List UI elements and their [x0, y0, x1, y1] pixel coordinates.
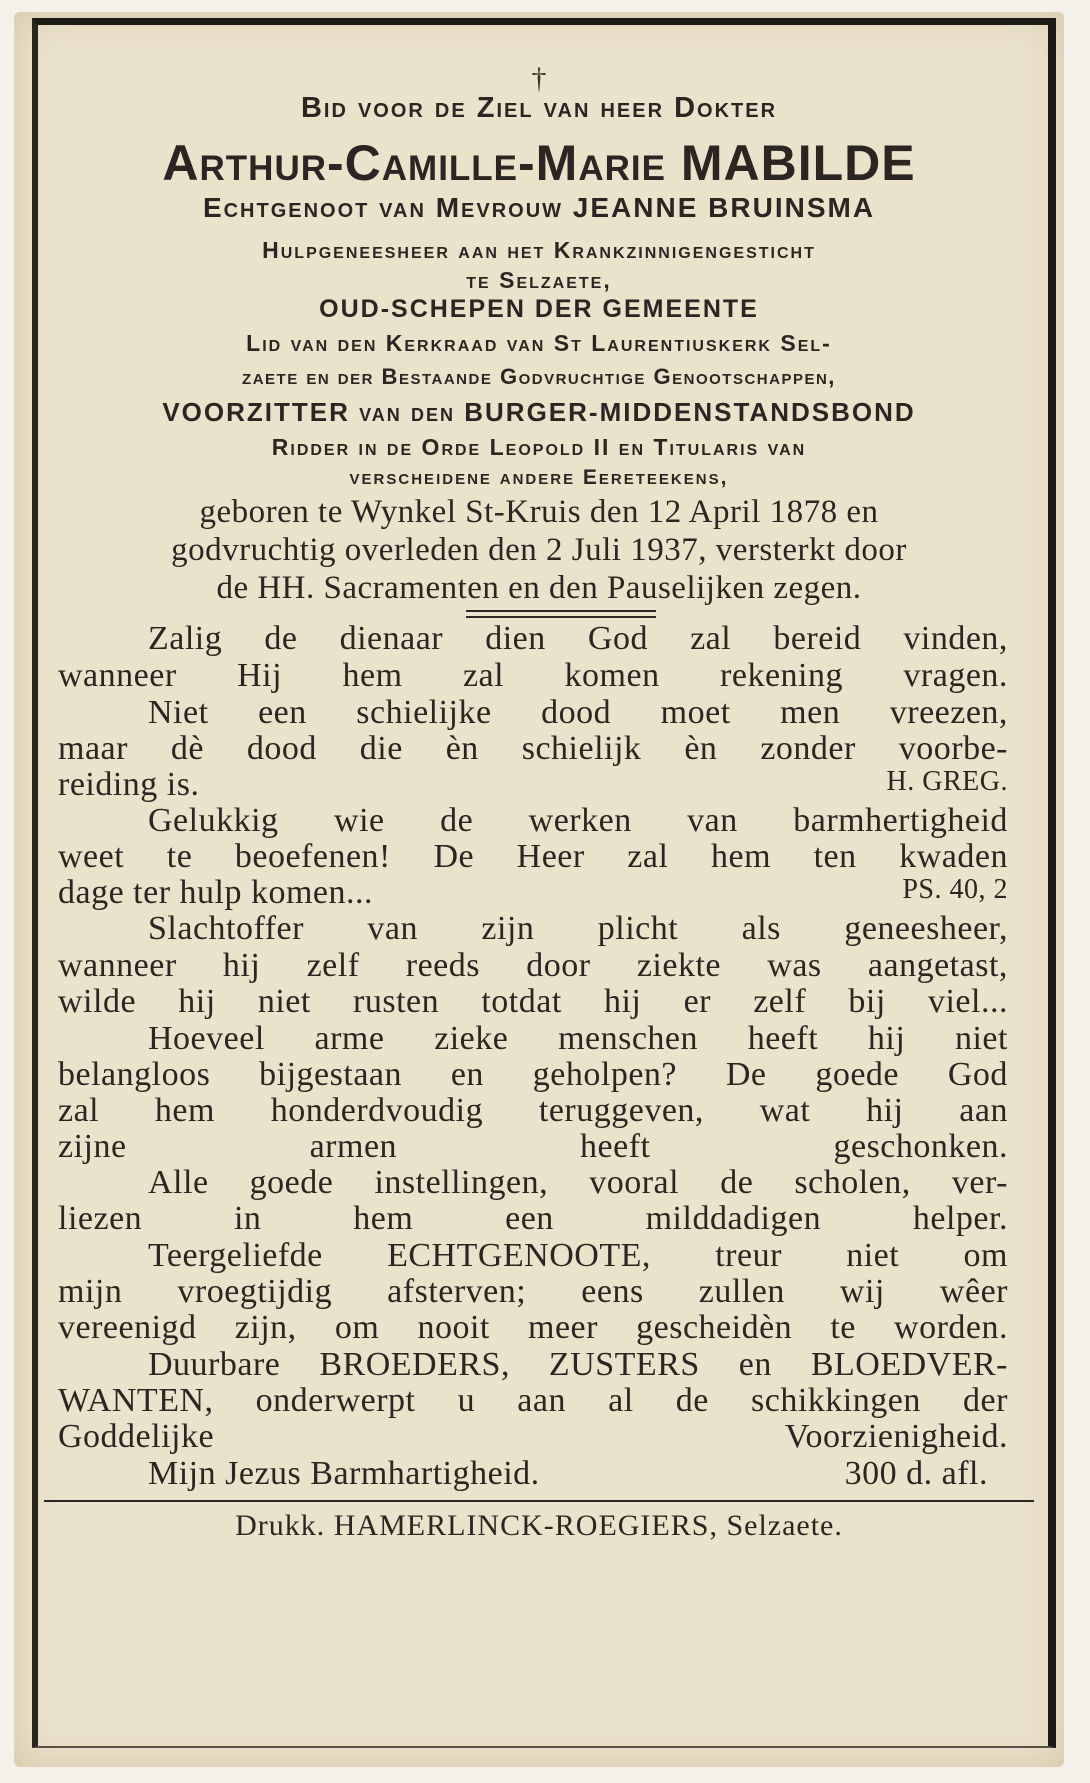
sacraments-line: de HH. Sacramenten en den Pauselijken zegen. — [216, 570, 862, 606]
divider-rule — [466, 616, 656, 618]
office-line: OUD-SCHEPEN DER GEMEENTE — [319, 295, 759, 323]
text-line: Duurbare BROEDERS, ZUSTERS en BLOEDVER- — [148, 1346, 1008, 1383]
order-line: Ridder in de Orde Leopold II en Titularis van — [271, 434, 807, 460]
indulgence-note: 300 d. afl. — [844, 1455, 988, 1492]
memorial-card — [14, 12, 1064, 1767]
text-line: Niet een schielijke dood moet men vreezen, — [148, 694, 1008, 731]
footer-rule — [44, 1500, 1034, 1502]
text-line: maar dè dood die èn schielijk èn zonder voorbe- — [58, 730, 1008, 767]
text-line: Slachtoffer van zijn plicht als geneesheer, — [148, 910, 1008, 947]
attribution: PS. 40, 2 — [902, 874, 1008, 905]
spouse-line: Echtgenoot van Mevrouw JEANNE BRUINSMA — [202, 192, 876, 223]
indulgence-row — [58, 1455, 988, 1493]
divider-rule — [466, 610, 656, 612]
death-line: godvruchtig overleden den 2 Juli 1937, versterkt door — [171, 532, 907, 568]
text-line: dage ter hulp komen... — [58, 874, 374, 911]
honours-line: verscheidene andere Eereteekens, — [349, 466, 729, 489]
attribution: H. GREG. — [886, 766, 1008, 797]
card-content — [44, 12, 1034, 1752]
birth-line: geboren te Wynkel St-Kruis den 12 April 1878 en — [199, 494, 879, 530]
text-line: Gelukkig wie de werken van barmhertigheid — [148, 802, 1008, 839]
text-line: mijn vroegtijdig afsterven; eens zullen wij wêer — [58, 1273, 1008, 1310]
societies-line: zaete en der Bestaande Godvruchtige Genootschappen, — [242, 364, 836, 389]
prayer-heading: Bid voor de Ziel van heer Dokter — [300, 92, 778, 124]
text-line: Teergeliefde ECHTGENOOTE, treur niet om — [148, 1237, 1008, 1274]
text-line: Hoeveel arme zieke menschen heeft hij niet — [148, 1020, 1008, 1057]
text-line: Alle goede instellingen, vooral de scholen, ver- — [148, 1164, 1008, 1201]
quote-attribution-row — [58, 766, 1008, 804]
text-line: wanneer hij zelf reeds door ziekte was aangetast, — [58, 947, 1008, 984]
text-line: Zalig de dienaar dien God zal bereid vinden, — [148, 620, 1008, 657]
text-line: wilde hij niet rusten totdat hij er zelf bij viel... — [58, 983, 1008, 1020]
text-line: vereenigd zijn, om nooit meer gescheidèn te worden. — [58, 1309, 1008, 1346]
printer-line: Drukk. HAMERLINCK-ROEGIERS, Selzaete. — [235, 1509, 843, 1542]
text-line: belangloos bijgestaan en geholpen? De goede God — [58, 1056, 1008, 1093]
church-council-line: Lid van den Kerkraad van St Laurentiuskerk Sel- — [246, 330, 832, 356]
cross-icon: † — [531, 62, 547, 95]
profession-line: Hulpgeneesheer aan het Krankzinnigengesticht — [262, 237, 816, 263]
text-line: liezen in hem een milddadigen helper. — [58, 1200, 1008, 1237]
text-line: weet te beoefenen! De Heer zal hem ten kwaden — [58, 838, 1008, 875]
text-line: zijne armen heeft geschonken. — [58, 1128, 1008, 1165]
chairman-line: VOORZITTER van den BURGER-MIDDENSTANDSBOND — [162, 397, 916, 427]
prayer-line: Mijn Jezus Barmhartigheid. — [148, 1455, 540, 1492]
quote-attribution-row — [58, 874, 1008, 912]
text-line: WANTEN, onderwerpt u aan al de schikkingen der — [58, 1382, 1008, 1419]
text-line: zal hem honderdvoudig teruggeven, wat hij aan — [58, 1092, 1008, 1129]
text-line: wanneer Hij hem zal komen rekening vragen. — [58, 657, 1008, 694]
deceased-name: Arthur-Camille-Marie MABILDE — [162, 135, 916, 191]
text-line: Goddelijke Voorzienigheid. — [58, 1418, 1008, 1455]
town-line: te Selzaete, — [466, 267, 612, 293]
text-line: reiding is. — [58, 766, 200, 803]
